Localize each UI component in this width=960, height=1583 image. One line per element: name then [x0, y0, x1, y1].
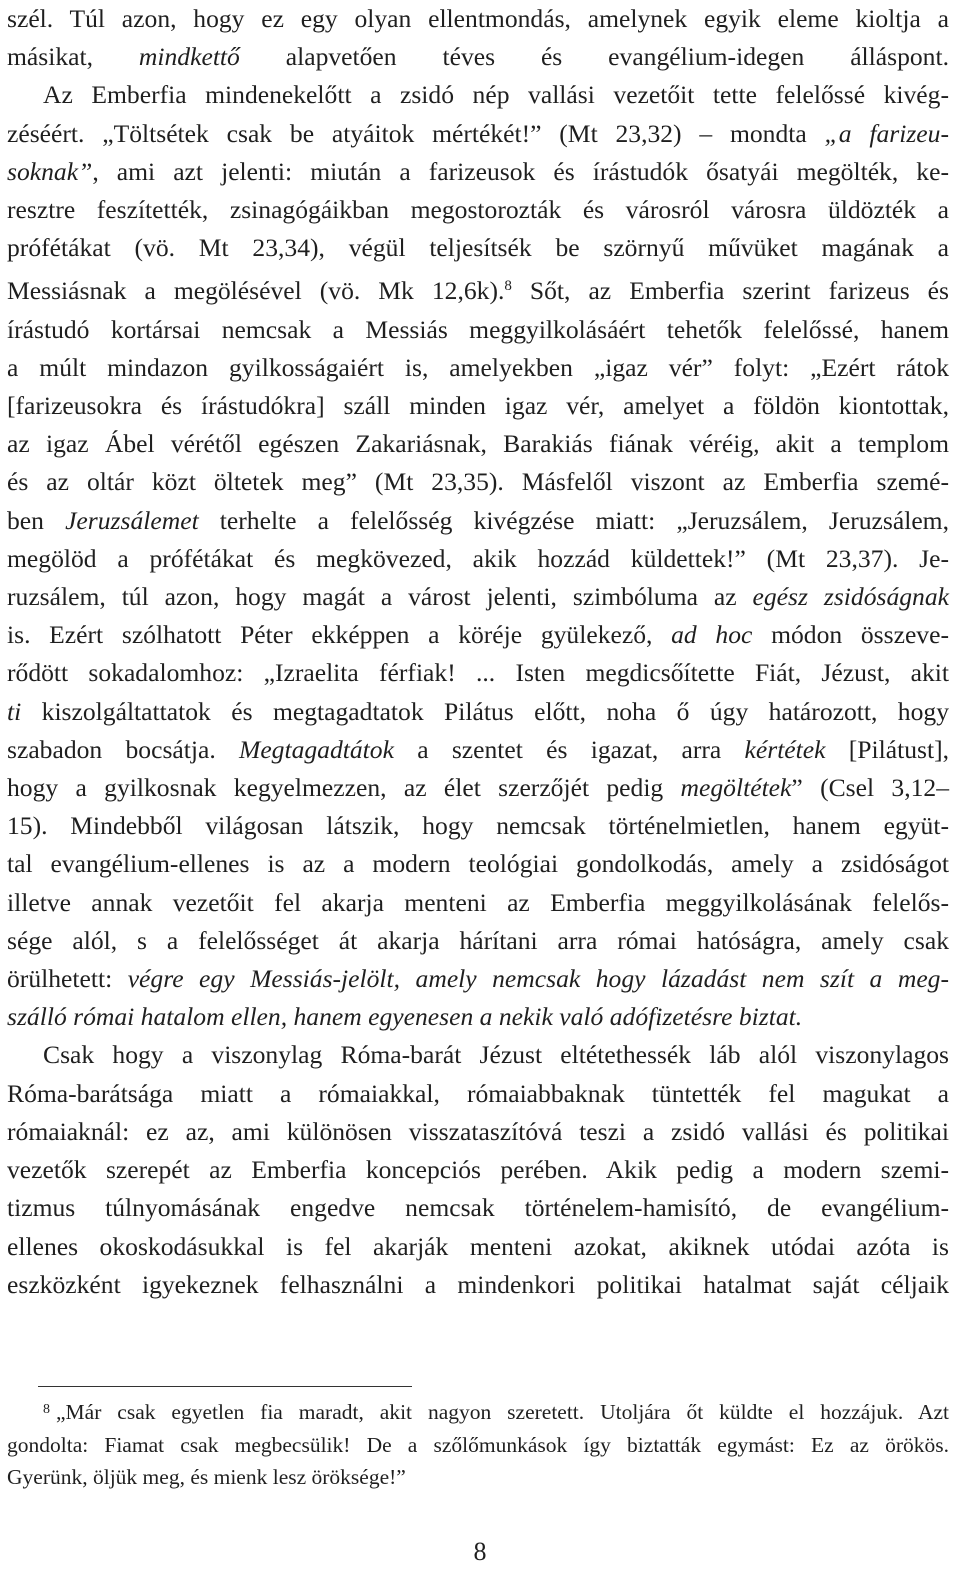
text-line: [7, 616, 949, 654]
footnote-text: „Már csak egyetlen fia maradt, akit nagyon szeretett. Utoljára őt küldte el hozzájuk. Azt: [56, 1400, 949, 1424]
text-segment: örülhetett:: [7, 964, 128, 994]
text-line: [7, 998, 949, 1036]
text-line: ellenes okoskodásukkal is fel akarják menteni azokat, akiknek utódai azóta is: [7, 1231, 949, 1261]
italic-segment: kértétek: [744, 734, 826, 764]
italic-segment: ad hoc: [671, 620, 753, 650]
text-segment: hogy a gyilkosnak kegyelmezzen, az élet szerzőjét pedig: [7, 773, 681, 803]
text-segment: ” (Csel 3,12–: [791, 773, 949, 803]
footnote-line: [7, 1461, 949, 1494]
text-line: rómaiaknál: ez az, ami különösen visszataszítóvá teszi a zsidó vallási és politikai: [7, 1116, 949, 1146]
text-line: [7, 115, 949, 153]
text-line: írástudó kortársai nemcsak a Messiás meggyilkolásáért tehetők felelőssé, hanem: [7, 314, 949, 344]
footnote-text: Gyerünk, öljük meg, és mienk lesz öröksége!”: [7, 1465, 406, 1489]
text-segment: ben: [7, 505, 66, 535]
text-line: [farizeusokra és írástudókra] száll minden igaz vér, amelyet a földön kiontottak,: [7, 391, 949, 421]
text-line: [7, 38, 949, 76]
italic-segment: végre egy Messiás-jelölt, amely nemcsak hogy lázadást nem szít a meg-: [127, 964, 950, 994]
page-number: 8: [473, 1537, 487, 1566]
body-paragraph-2: [7, 1036, 949, 1303]
italic-segment: soknak”: [7, 156, 93, 186]
text-segment: kiszolgáltattatok és megtagadtatok Pilátus előtt, noha ő úgy határozott, hogy: [21, 696, 949, 726]
text-line: prófétákat (vö. Mt 23,34), végül teljesítsék be szörnyű művüket magának a: [7, 233, 949, 263]
text-segment: is. Ezért szólhatott Péter ekképpen a köréje gyülekező,: [7, 620, 672, 650]
text-segment: módon összeve-: [752, 620, 949, 650]
italic-segment: egész zsidóságnak: [752, 582, 950, 612]
text-line: szél. Túl azon, hogy ez egy olyan ellentmondás, amelynek egyik eleme kioltja a: [7, 4, 949, 33]
text-line: az igaz Ábel vérétől egészen Zakariásnak, Barakiás fiának véréig, akit a templom: [7, 429, 949, 459]
footnote: [7, 1394, 949, 1494]
italic-segment: mindkettő: [138, 42, 240, 72]
text-line: a múlt mindazon gyilkosságaiért is, amelyekben „igaz vér” folyt: „Ezért rátok: [7, 352, 949, 382]
text-line: vezetők szerepét az Emberfia koncepciós perében. Akik pedig a modern szemi-: [7, 1155, 949, 1185]
footnote-reference[interactable]: 8: [504, 278, 512, 295]
text-segment: zéséért. „Töltsétek csak be atyáitok mértékét!” (Mt 23,32) – mondta: [7, 118, 825, 148]
text-line: sége alól, s a felelősséget át akarja hárítani arra római hatóságra, amely csak: [7, 925, 949, 955]
footnote-separator: [38, 1386, 412, 1387]
text-segment: másikat,: [7, 42, 139, 72]
italic-segment: ti: [7, 696, 22, 726]
text-line: resztre feszítették, zsinagógáikban megostorozták és városról városra üldözték a: [7, 195, 949, 225]
italic-segment: „a farizeu-: [824, 118, 949, 148]
text-line: [7, 731, 949, 769]
text-line: [7, 502, 949, 540]
text-line: megölöd a prófétákat és megkövezed, akik hozzád küldettek!” (Mt 23,37). Je-: [7, 543, 949, 573]
text-line: illetve annak vezetőit fel akarja menteni az Emberfia meggyilkolásának felelős-: [7, 887, 949, 917]
page: [7, 0, 949, 1304]
footnote-number: 8: [43, 1402, 50, 1417]
text-line: [7, 769, 949, 807]
text-segment: alapvetően téves és evangélium-idegen álláspont.: [239, 42, 949, 72]
italic-segment: szálló római hatalom ellen, hanem egyenesen a nekik való adófizetésre biztat.: [7, 1002, 803, 1032]
text-line: [7, 693, 949, 731]
text-line: [7, 267, 949, 310]
text-line: rődött sokadalomhoz: „Izraelita férfiak! ... Isten megdicsőítette Fiát, Jézust, akit: [7, 658, 949, 688]
text-line: [7, 153, 949, 191]
text-line: tal evangélium-ellenes is az a modern teológiai gondolkodás, amely a zsidóságot: [7, 849, 949, 879]
text-line: [7, 960, 949, 998]
footnote-line: [7, 1394, 949, 1429]
text-line: Csak hogy a viszonylag Róma-barát Jézust eltétethessék láb alól viszonylagos: [43, 1040, 949, 1070]
text-line: 15). Mindebből világosan látszik, hogy nemcsak történelmietlen, hanem együt-: [7, 811, 949, 841]
text-segment: a szentet és igazat, arra: [393, 734, 745, 764]
text-segment: Messiásnak a megölésével (vö. Mk 12,6k).: [7, 276, 505, 306]
text-segment: szabadon bocsátja.: [7, 734, 239, 764]
text-line: Az Emberfia mindenekelőtt a zsidó nép vallási vezetőit tette felelőssé kivég-: [43, 80, 949, 110]
footnote-line: [7, 1429, 949, 1462]
text-line: tizmus túlnyomásának engedve nemcsak történelem-hamisító, de evangélium-: [7, 1193, 949, 1223]
footnote-text: gondolta: Fiamat csak megbecsülik! De a szőlőmunkások így biztatták egymást: Ez az örökös.: [7, 1432, 949, 1457]
italic-segment: megöltétek: [680, 773, 792, 803]
text-segment: [Pilátust],: [825, 734, 949, 764]
text-segment: terhelte a felelősség kivégzése miatt: „Jeruzsálem, Jeruzsálem,: [198, 505, 949, 535]
text-line: és az oltár közt öltetek meg” (Mt 23,35). Másfelől viszont az Emberfia szemé-: [7, 467, 949, 497]
text-line: Róma-barátsága miatt a rómaiakkal, rómaiabbaknak tüntették fel magukat a: [7, 1078, 949, 1108]
italic-segment: Megtagadtátok: [239, 734, 394, 764]
italic-segment: Jeruzsálemet: [65, 505, 199, 535]
text-segment: ruzsálem, túl azon, hogy magát a várost jelenti, szimbóluma az: [7, 582, 753, 612]
text-line: [7, 578, 949, 616]
text-line: eszközként igyekeznek felhasználni a mindenkori politikai hatalmat saját céljaik: [7, 1269, 949, 1299]
text-segment: , ami azt jelenti: miután a farizeusok és írástudók ősatyái megölték, ke-: [92, 156, 949, 186]
body-paragraph-1: [7, 0, 949, 1036]
text-segment: Sőt, az Emberfia szerint farizeus és: [511, 276, 949, 306]
